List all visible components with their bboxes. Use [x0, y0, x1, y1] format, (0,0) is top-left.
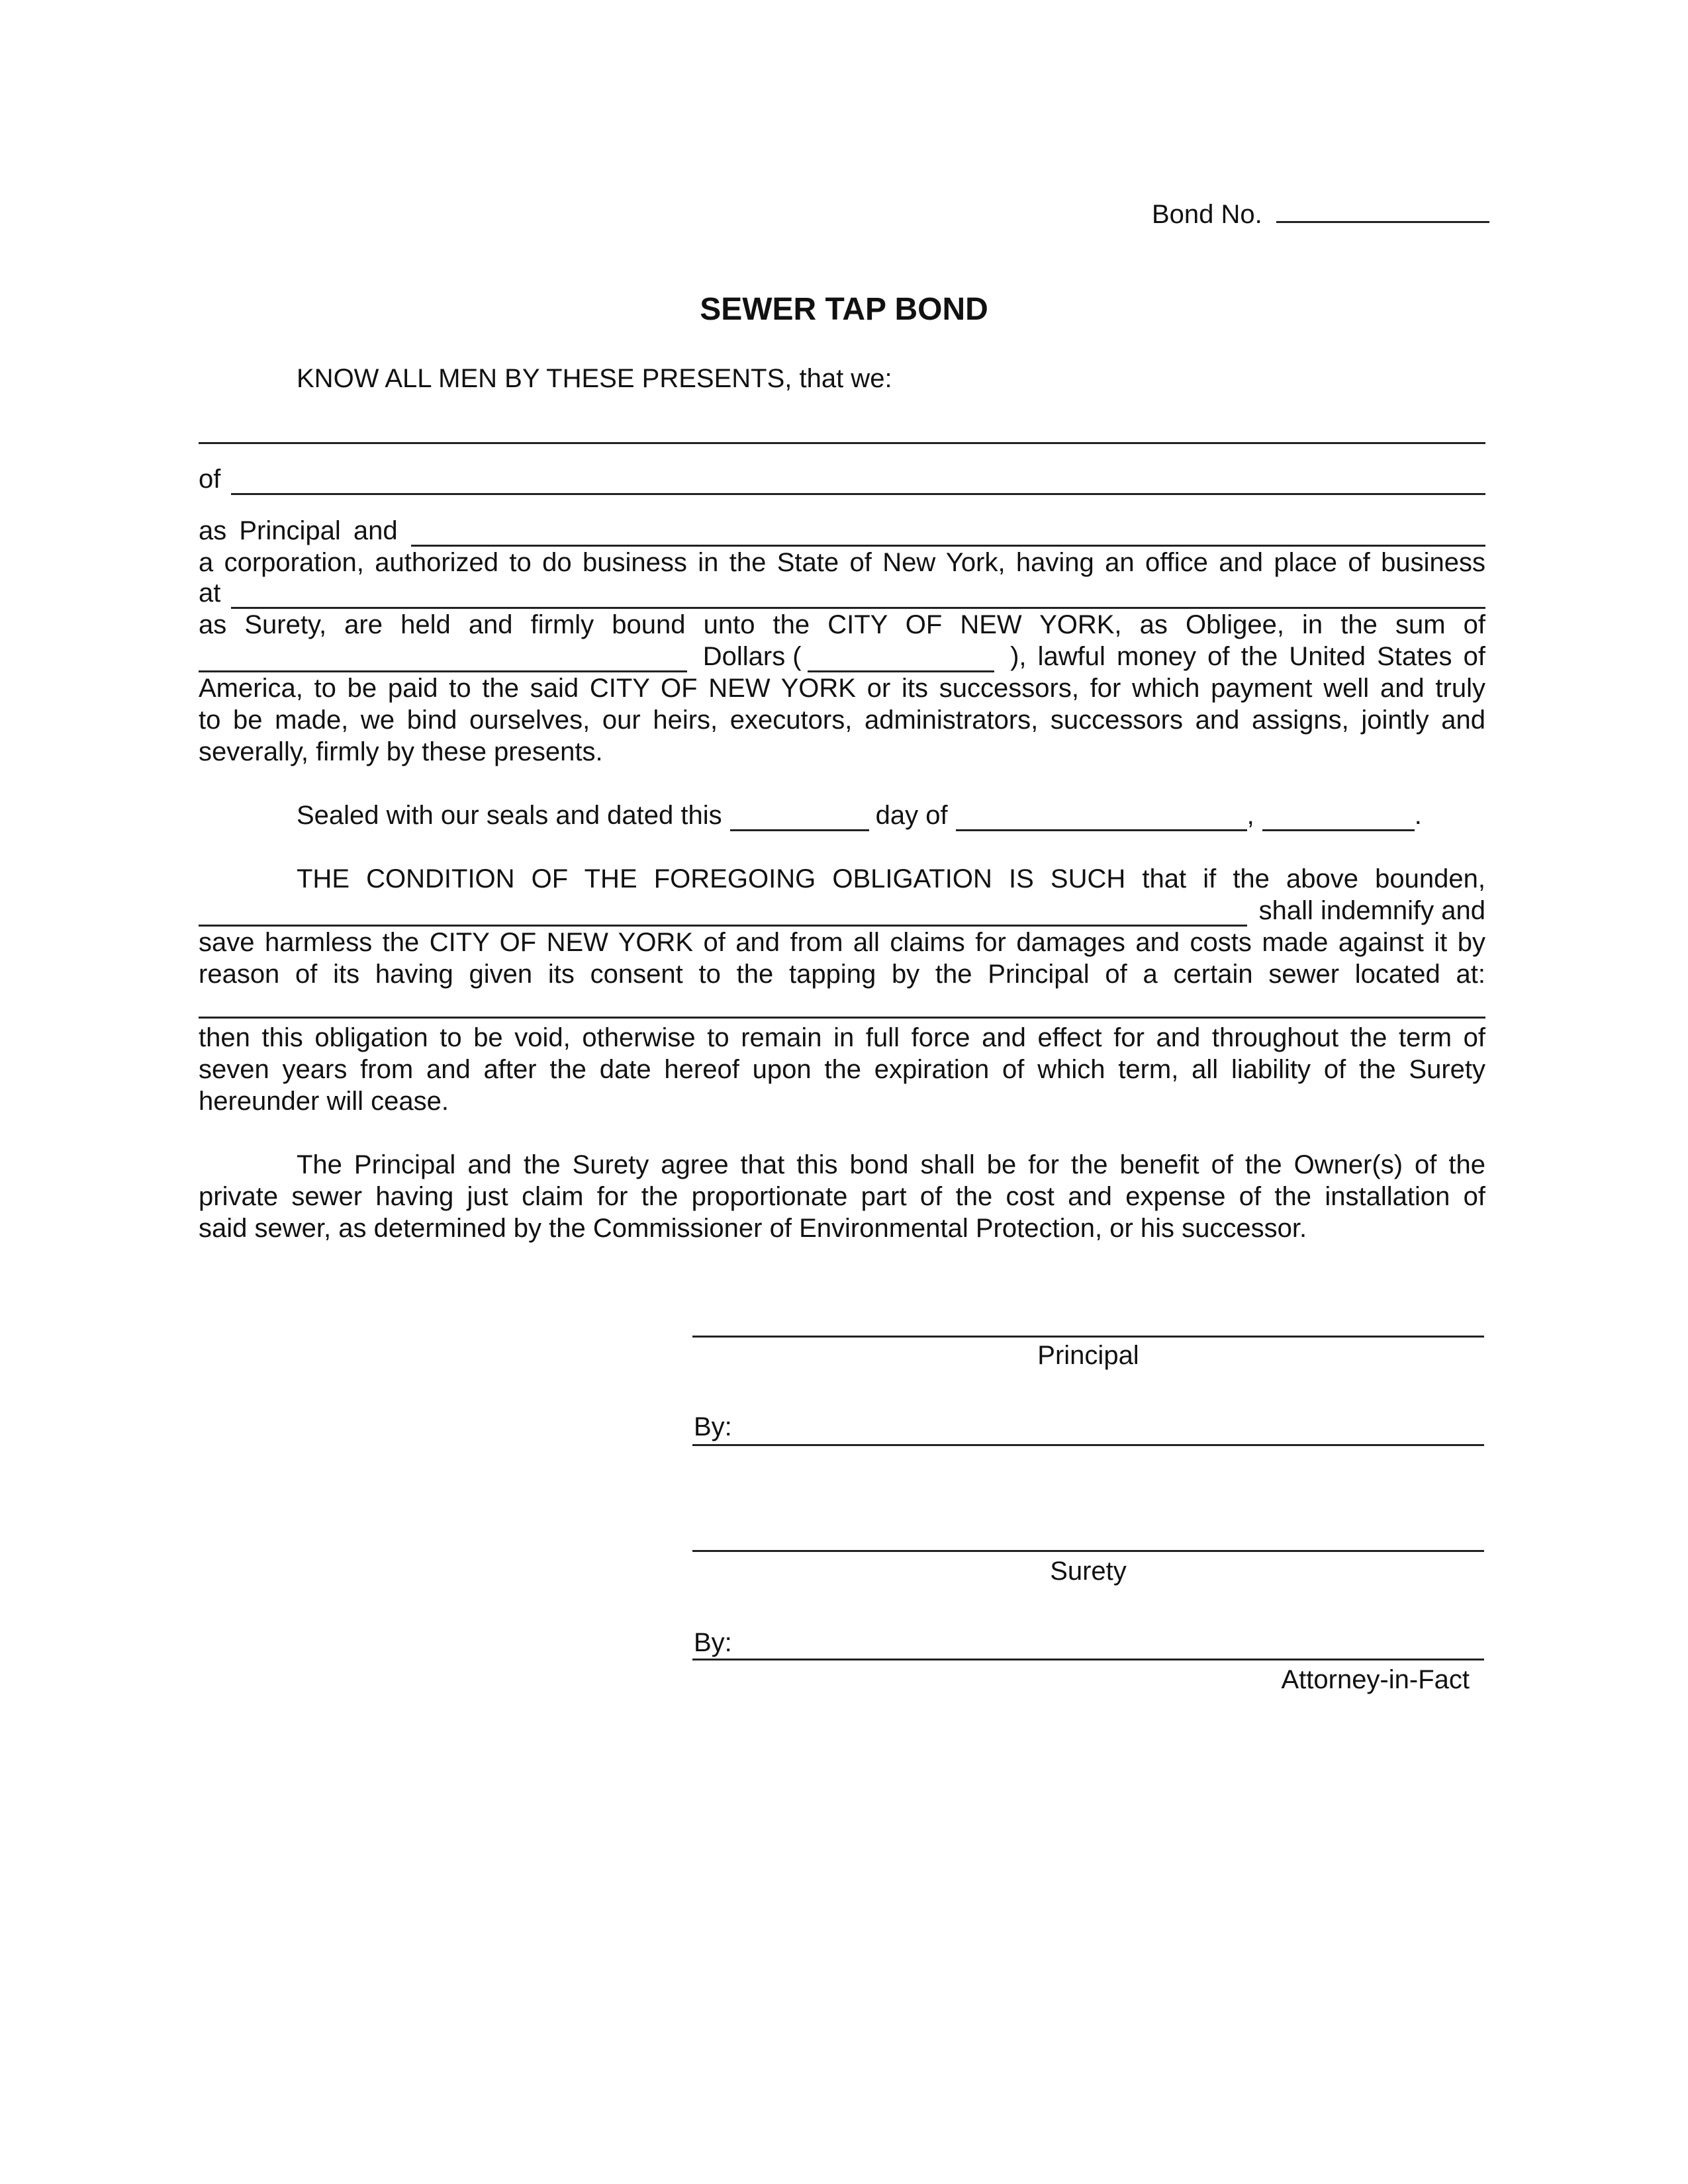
bond-no-label: Bond No. [1152, 200, 1262, 229]
america-line: America, to be paid to the said CITY OF NEW YORK or its successors, for which payment well and truly [199, 674, 1485, 703]
benefit-line-1: The Principal and the Surety agree that this bond shall be for the benefit of the Owner(s) of the [297, 1150, 1485, 1179]
principal-by-label: By: [694, 1412, 732, 1441]
principal-label: as Principal and [199, 516, 398, 545]
of-label: of [199, 465, 221, 494]
amount-words-field[interactable] [199, 647, 687, 672]
surety-by-signature-line[interactable] [692, 1659, 1484, 1661]
day-of-label: day of [875, 801, 948, 830]
condition-line-7: seven years from and after the date hereof upon the expiration of which term, all liability of the Surety [199, 1055, 1485, 1084]
lawful-money-text: ), lawful money of the United States of [1010, 642, 1485, 671]
at-label: at [199, 578, 221, 608]
principal-name-field[interactable] [199, 442, 1485, 444]
sealed-row [297, 799, 1422, 831]
year-field[interactable] [1262, 805, 1415, 831]
dollars-row [199, 641, 1485, 672]
principal-label: Principal [1037, 1341, 1139, 1370]
bind-line: to be made, we bind ourselves, our heirs, executors, administrators, successors and assigns, jointly and [199, 705, 1485, 735]
date-comma: , [1246, 801, 1254, 830]
amount-figures-field[interactable] [808, 647, 994, 672]
month-field[interactable] [956, 805, 1247, 831]
attorney-in-fact-label: Attorney-in-Fact [1281, 1665, 1470, 1694]
surety-by-label: By: [694, 1628, 732, 1657]
principal-address-field[interactable] [231, 471, 1485, 495]
bond-no-row [1152, 197, 1489, 230]
principal-row [199, 515, 1485, 547]
condition-line-1: THE CONDITION OF THE FOREGOING OBLIGATION IS SUCH that if the above bounden, [297, 864, 1485, 893]
indemnify-row [199, 895, 1485, 927]
date-period: . [1414, 801, 1422, 830]
condition-line-8: hereunder will cease. [199, 1087, 449, 1116]
surety-label: Surety [1050, 1557, 1127, 1586]
corporation-line: a corporation, authorized to do business in the State of New York, having an office and place of business [199, 548, 1485, 577]
condition-line-4: reason of its having given its consent to the tapping by the Principal of a certain sewer located at: [199, 960, 1485, 989]
at-row [199, 577, 1485, 609]
principal-by-signature-line[interactable] [692, 1444, 1484, 1446]
condition-line-6: then this obligation to be void, otherwise to remain in full force and effect for and throughout the term of [199, 1023, 1485, 1052]
bond-no-field[interactable] [1276, 197, 1489, 223]
condition-line-3: save harmless the CITY OF NEW YORK of and from all claims for damages and costs made against it by [199, 928, 1485, 957]
surety-bound-line: as Surety, are held and firmly bound unto the CITY OF NEW YORK, as Obligee, in the sum of [199, 610, 1485, 639]
benefit-line-2: private sewer having just claim for the proportionate part of the cost and expense of the installation of [199, 1182, 1485, 1211]
surety-address-field[interactable] [231, 584, 1485, 609]
severally-line: severally, firmly by these presents. [199, 737, 603, 766]
principal-signature-line[interactable] [692, 1336, 1484, 1338]
day-field[interactable] [730, 805, 869, 831]
document-title: SEWER TAP BOND [700, 292, 988, 327]
dollars-label: Dollars ( [702, 642, 802, 671]
intro-text: KNOW ALL MEN BY THESE PRESENTS, that we: [297, 364, 892, 393]
surety-signature-line[interactable] [692, 1550, 1484, 1552]
indemnify-text: shall indemnify and [1258, 896, 1485, 925]
sealed-prefix: Sealed with our seals and dated this [297, 801, 722, 830]
bounden-name-field[interactable] [199, 901, 1247, 927]
benefit-line-3: said sewer, as determined by the Commissioner of Environmental Protection, or his successor. [199, 1214, 1307, 1243]
of-row [199, 463, 1485, 495]
surety-name-field[interactable] [411, 522, 1485, 547]
sewer-location-field[interactable] [199, 1017, 1485, 1019]
